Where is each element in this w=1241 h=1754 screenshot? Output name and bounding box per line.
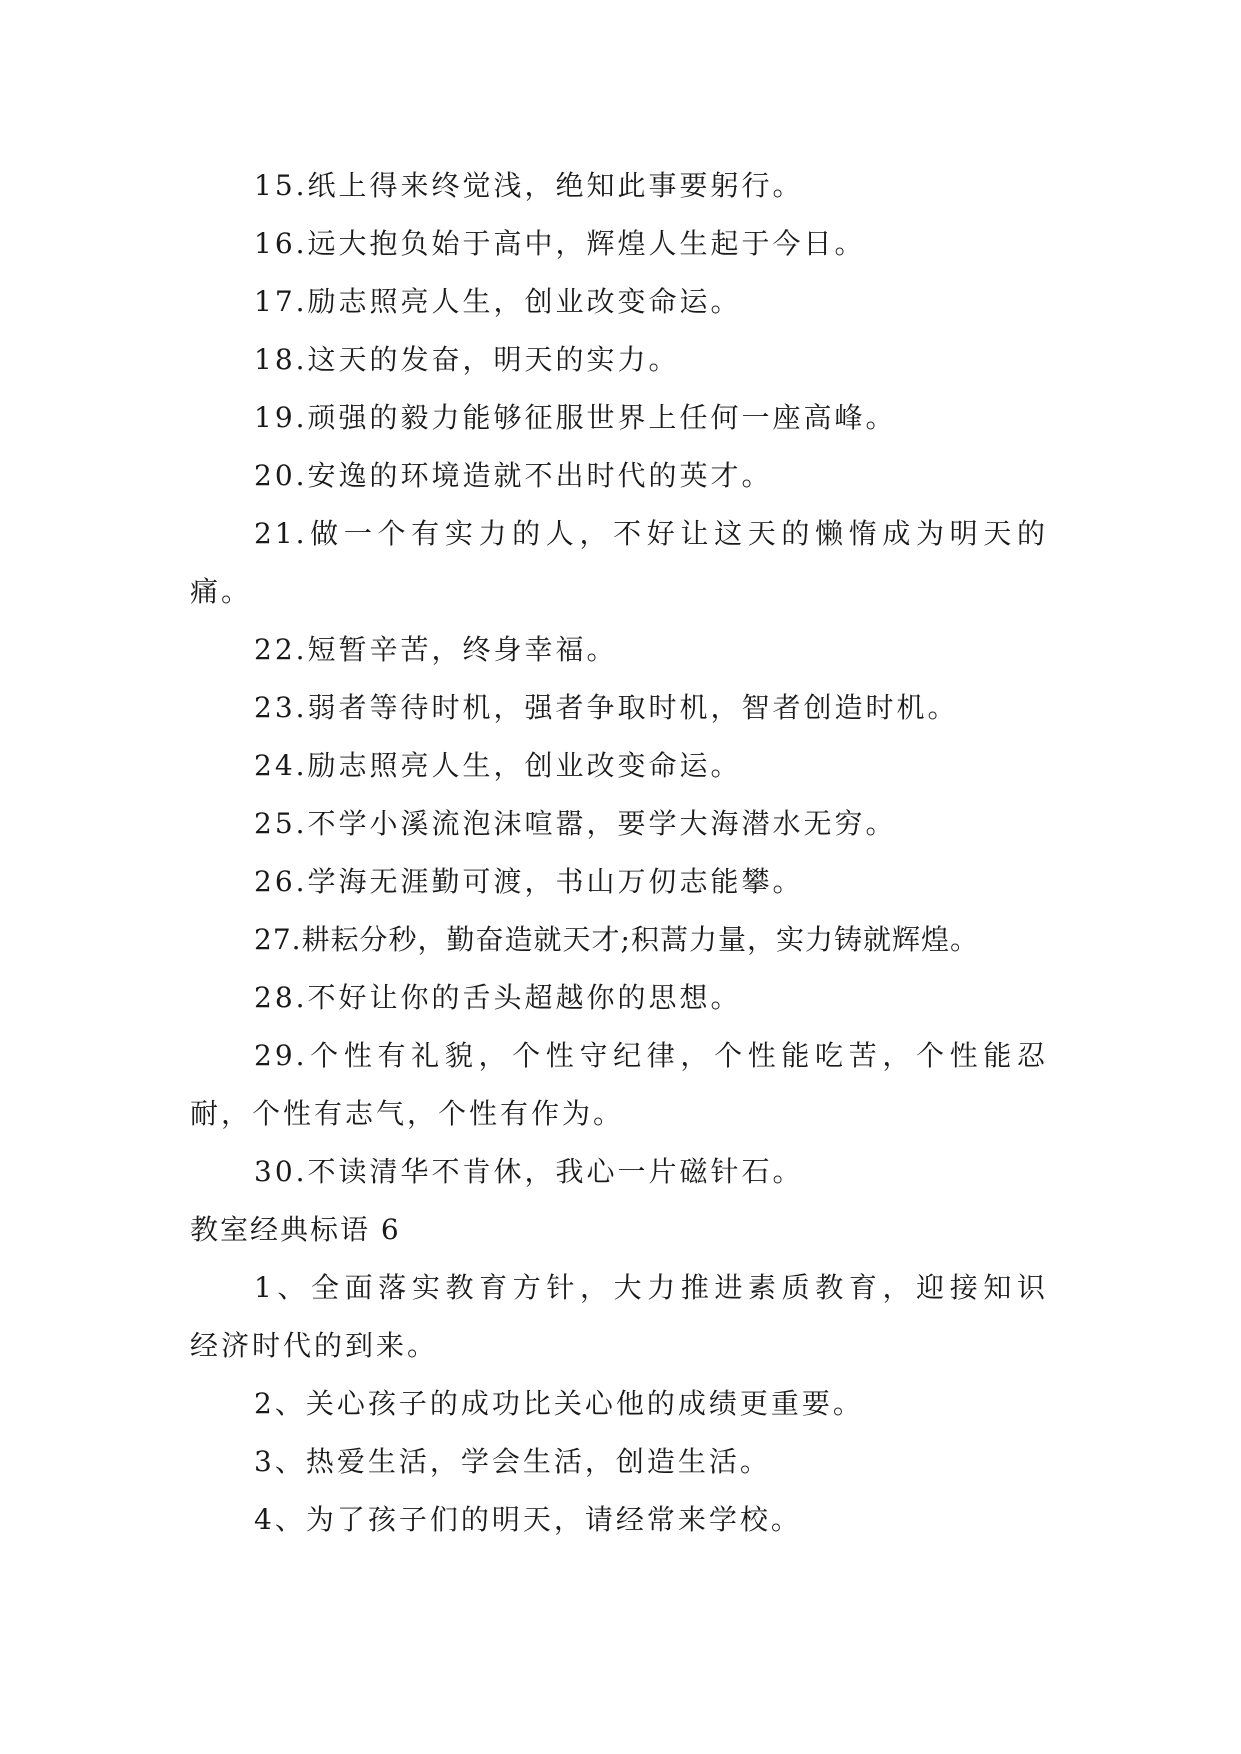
slogan-item-23: 23.弱者等待时机，强者争取时机，智者创造时机。: [254, 691, 959, 724]
slogan-item-29-line1: 29.个性有礼貌，个性守纪律，个性能吃苦，个性能忍: [254, 1039, 1048, 1072]
section-item-3: 3、热爱生活，学会生活，创造生活。: [254, 1445, 771, 1478]
section-item-2: 2、关心孩子的成功比关心他的成绩更重要。: [254, 1387, 864, 1420]
section-item-1-line2: 经济时代的到来。: [190, 1329, 439, 1362]
slogan-item-17: 17.励志照亮人生，创业改变命运。: [254, 285, 742, 318]
slogan-item-21-line1: 21.做一个有实力的人，不好让这天的懒惰成为明天的: [254, 517, 1048, 550]
slogan-item-21-line2: 痛。: [190, 575, 253, 608]
section-item-4: 4、为了孩子们的明天，请经常来学校。: [254, 1503, 802, 1536]
slogan-item-18: 18.这天的发奋，明天的实力。: [254, 343, 680, 376]
slogan-item-30: 30.不读清华不肯休，我心一片磁针石。: [254, 1155, 804, 1188]
slogan-item-15: 15.纸上得来终觉浅，绝知此事要躬行。: [254, 169, 804, 202]
slogan-item-26: 26.学海无涯勤可渡，书山万仞志能攀。: [254, 865, 804, 898]
slogan-item-28: 28.不好让你的舌头超越你的思想。: [254, 981, 742, 1014]
section-item-1-line1: 1、全面落实教育方针，大力推进素质教育，迎接知识: [254, 1271, 1048, 1304]
slogan-item-16: 16.远大抱负始于高中，辉煌人生起于今日。: [254, 227, 866, 260]
slogan-item-22: 22.短暂辛苦，终身幸福。: [254, 633, 618, 666]
slogan-item-24: 24.励志照亮人生，创业改变命运。: [254, 749, 742, 782]
section-heading: 教室经典标语 6: [190, 1213, 401, 1246]
slogan-item-20: 20.安逸的环境造就不出时代的英才。: [254, 459, 773, 492]
slogan-item-27: 27.耕耘分秒，勤奋造就天才;积蒿力量，实力铸就辉煌。: [254, 923, 979, 956]
slogan-item-19: 19.顽强的毅力能够征服世界上任何一座高峰。: [254, 401, 897, 434]
slogan-item-29-line2: 耐，个性有志气，个性有作为。: [190, 1097, 625, 1130]
slogan-item-25: 25.不学小溪流泡沫喧嚣，要学大海潜水无穷。: [254, 807, 897, 840]
